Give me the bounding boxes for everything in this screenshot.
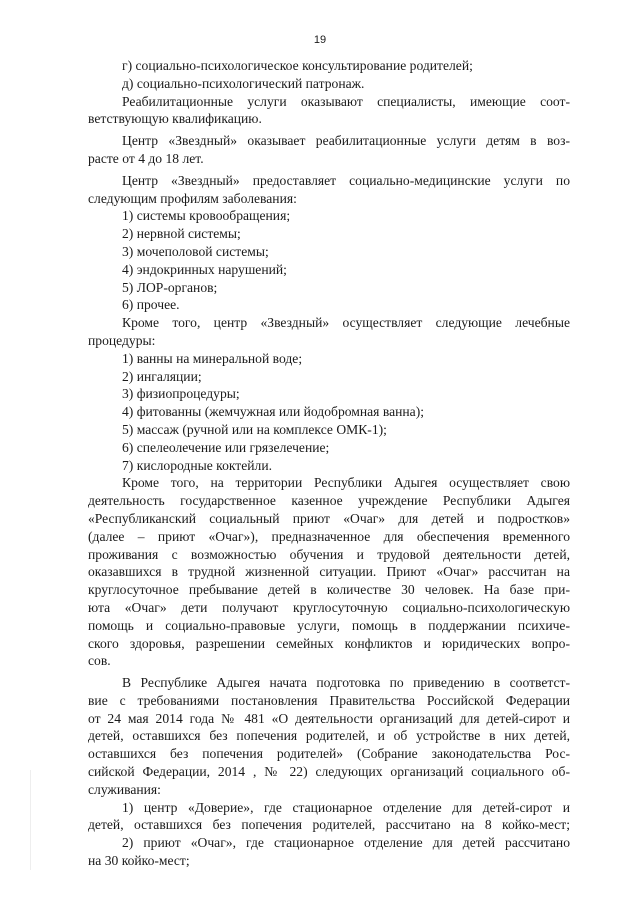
text-line: круглосуточное пребывание детей в количестве 30 человек. На базе при- (88, 582, 570, 598)
list-item: 6) спелеолечение или грязелечение; (122, 439, 330, 455)
text-line: (далее – приют «Очаг»), предназначенное для обеспечения временного (88, 528, 570, 544)
text-line: Центр «Звездный» оказывает реабилитационные услуги детям в воз- (122, 133, 570, 149)
text-line: оказавшихся в трудной жизненной ситуации. Приют «Очаг» рассчитан на (88, 564, 570, 580)
text-line: вие с требованиями постановления Правительства Российской Федерации (88, 692, 570, 708)
text-line: г) социально-психологическое консультирование родителей; (122, 58, 473, 73)
text-line: Кроме того, на территории Республики Адыгея осуществляет свою (122, 475, 570, 491)
list-item: 5) массаж (ручной или на комплексе ОМК-1); (122, 421, 387, 437)
list-item: 7) кислородные коктейли. (122, 457, 273, 473)
text-line: сов. (88, 653, 111, 669)
list-item: 6) прочее. (122, 297, 180, 313)
text-line: процедуры: (88, 332, 156, 348)
text-line: на 30 койко-мест; (88, 853, 190, 869)
text-line: д) социально-психологический патронаж. (122, 75, 365, 91)
list-item: 2) приют «Очаг», где стационарное отделение для детей рассчитано (122, 835, 570, 851)
text-line: служивания: (88, 781, 161, 797)
scan-margin-mark (30, 770, 31, 870)
text-line: от 24 мая 2014 года № 481 «О деятельности организаций для детей-сирот и (88, 710, 570, 726)
list-item: 1) ванны на минеральной воде; (122, 350, 303, 366)
text-line: Реабилитационные услуги оказывают специалисты, имеющие соот- (122, 93, 570, 109)
text-line: ветствующую квалификацию. (88, 111, 262, 127)
text-line: ского здоровья, разрешении семейных конфликтов и юридических вопро- (88, 635, 570, 651)
text-line: оставшихся без попечения родителей» (Собрание законодательства Рос- (88, 746, 570, 762)
text-line: проживания с возможностью обучения и трудовой деятельности детей, (88, 546, 570, 562)
text-line: Центр «Звездный» предоставляет социально-медицинские услуги по (122, 172, 570, 188)
text-line: «Республиканский социальный приют «Очаг» для детей и подростков» (88, 510, 570, 526)
text-line: детей, оставшихся без попечения родителей, рассчитано на 8 койко-мест; (88, 817, 570, 833)
text-line: помощь и социально-правовые услуги, помощь в поддержании психиче- (88, 617, 570, 633)
list-item: 3) мочеполовой системы; (122, 243, 269, 259)
text-line: следующим профилям заболевания: (88, 190, 297, 206)
text-line: сийской Федерации, 2014 , № 22) следующих организаций социального об- (88, 764, 570, 780)
list-item: 4) эндокринных нарушений; (122, 261, 287, 277)
page-number: 19 (313, 34, 327, 46)
document-body (88, 57, 570, 870)
list-item: 4) фитованны (жемчужная или йодобромная ванна); (122, 404, 424, 420)
text-line: Кроме того, центр «Звездный» осуществляет следующие лечебные (122, 315, 570, 331)
text-line: расте от 4 до 18 лет. (88, 150, 204, 166)
list-item: 2) нервной системы; (122, 226, 241, 242)
list-item: 1) центр «Доверие», где стационарное отделение для детей-сирот и (122, 799, 570, 815)
list-item: 2) ингаляции; (122, 368, 202, 384)
text-line: юта «Очаг» дети получают круглосуточную социально-психологическую (88, 599, 570, 615)
text-line: В Республике Адыгея начата подготовка по приведению в соответст- (122, 675, 570, 691)
list-item: 1) системы кровообращения; (122, 208, 291, 224)
list-item: 5) ЛОР-органов; (122, 279, 218, 295)
text-line: деятельность государственное казенное учреждение Республики Адыгея (88, 493, 570, 509)
list-item: 3) физиопроцедуры; (122, 386, 240, 402)
text-line: детей, оставшихся без попечения родителей, и об устройстве в них детей, (88, 728, 570, 744)
